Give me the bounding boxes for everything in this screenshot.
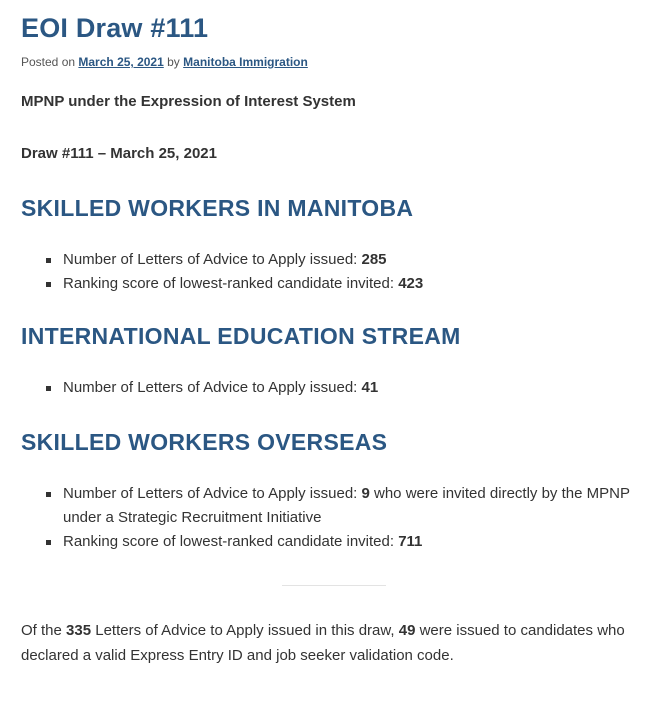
page-title: EOI Draw #111 (21, 13, 209, 43)
bullet-icon (46, 492, 51, 497)
item-value: 423 (398, 275, 424, 292)
bullet-icon (46, 386, 51, 391)
bullet-list (21, 248, 660, 296)
summary-express-count: 49 (398, 622, 416, 639)
item-value: 711 (398, 533, 423, 550)
divider (282, 585, 386, 586)
bullet-icon (46, 282, 51, 287)
summary-text: Letters of Advice to Apply issued in this draw, (91, 622, 399, 639)
summary-paragraph (21, 618, 651, 668)
item-value: 285 (361, 251, 387, 268)
list-item (63, 272, 660, 296)
post-meta (21, 54, 660, 70)
bullet-list (21, 482, 660, 554)
intro-text: MPNP under the Expression of Interest System (21, 93, 356, 110)
item-label: Ranking score of lowest-ranked candidate invited: (63, 533, 399, 550)
post-date-link[interactable]: March 25, 2021 (78, 55, 164, 69)
item-label: Ranking score of lowest-ranked candidate invited: (63, 275, 399, 292)
summary-total: 335 (66, 622, 92, 639)
item-label: Number of Letters of Advice to Apply issued: (63, 251, 362, 268)
bullet-icon (46, 540, 51, 545)
section-heading-international-education: INTERNATIONAL EDUCATION STREAM (21, 323, 461, 349)
author-link[interactable]: Manitoba Immigration (183, 55, 308, 69)
item-label: Number of Letters of Advice to Apply issued: (63, 379, 362, 396)
draw-line: Draw #111 – March 25, 2021 (21, 145, 217, 162)
item-label: Number of Letters of Advice to Apply issued: (63, 485, 362, 502)
item-value: 41 (361, 379, 379, 396)
section-heading-skilled-workers-overseas: SKILLED WORKERS OVERSEAS (21, 429, 388, 455)
section-heading-skilled-workers-manitoba: SKILLED WORKERS IN MANITOBA (21, 195, 414, 221)
summary-text: were issued to candidates who declared a valid Express Entry ID and job seeker validation code. (21, 622, 625, 664)
bullet-icon (46, 258, 51, 263)
list-item (63, 482, 660, 530)
item-value: 9 (361, 485, 370, 502)
summary-text: Of the (21, 622, 67, 639)
list-item (63, 376, 660, 400)
by-label: by (167, 55, 180, 69)
list-item (63, 530, 660, 554)
list-item (63, 248, 660, 272)
posted-on-label: Posted on (21, 55, 76, 69)
bullet-list (21, 376, 660, 400)
item-suffix: who were invited directly by the MPNP under a Strategic Recruitment Initiative (63, 485, 630, 526)
